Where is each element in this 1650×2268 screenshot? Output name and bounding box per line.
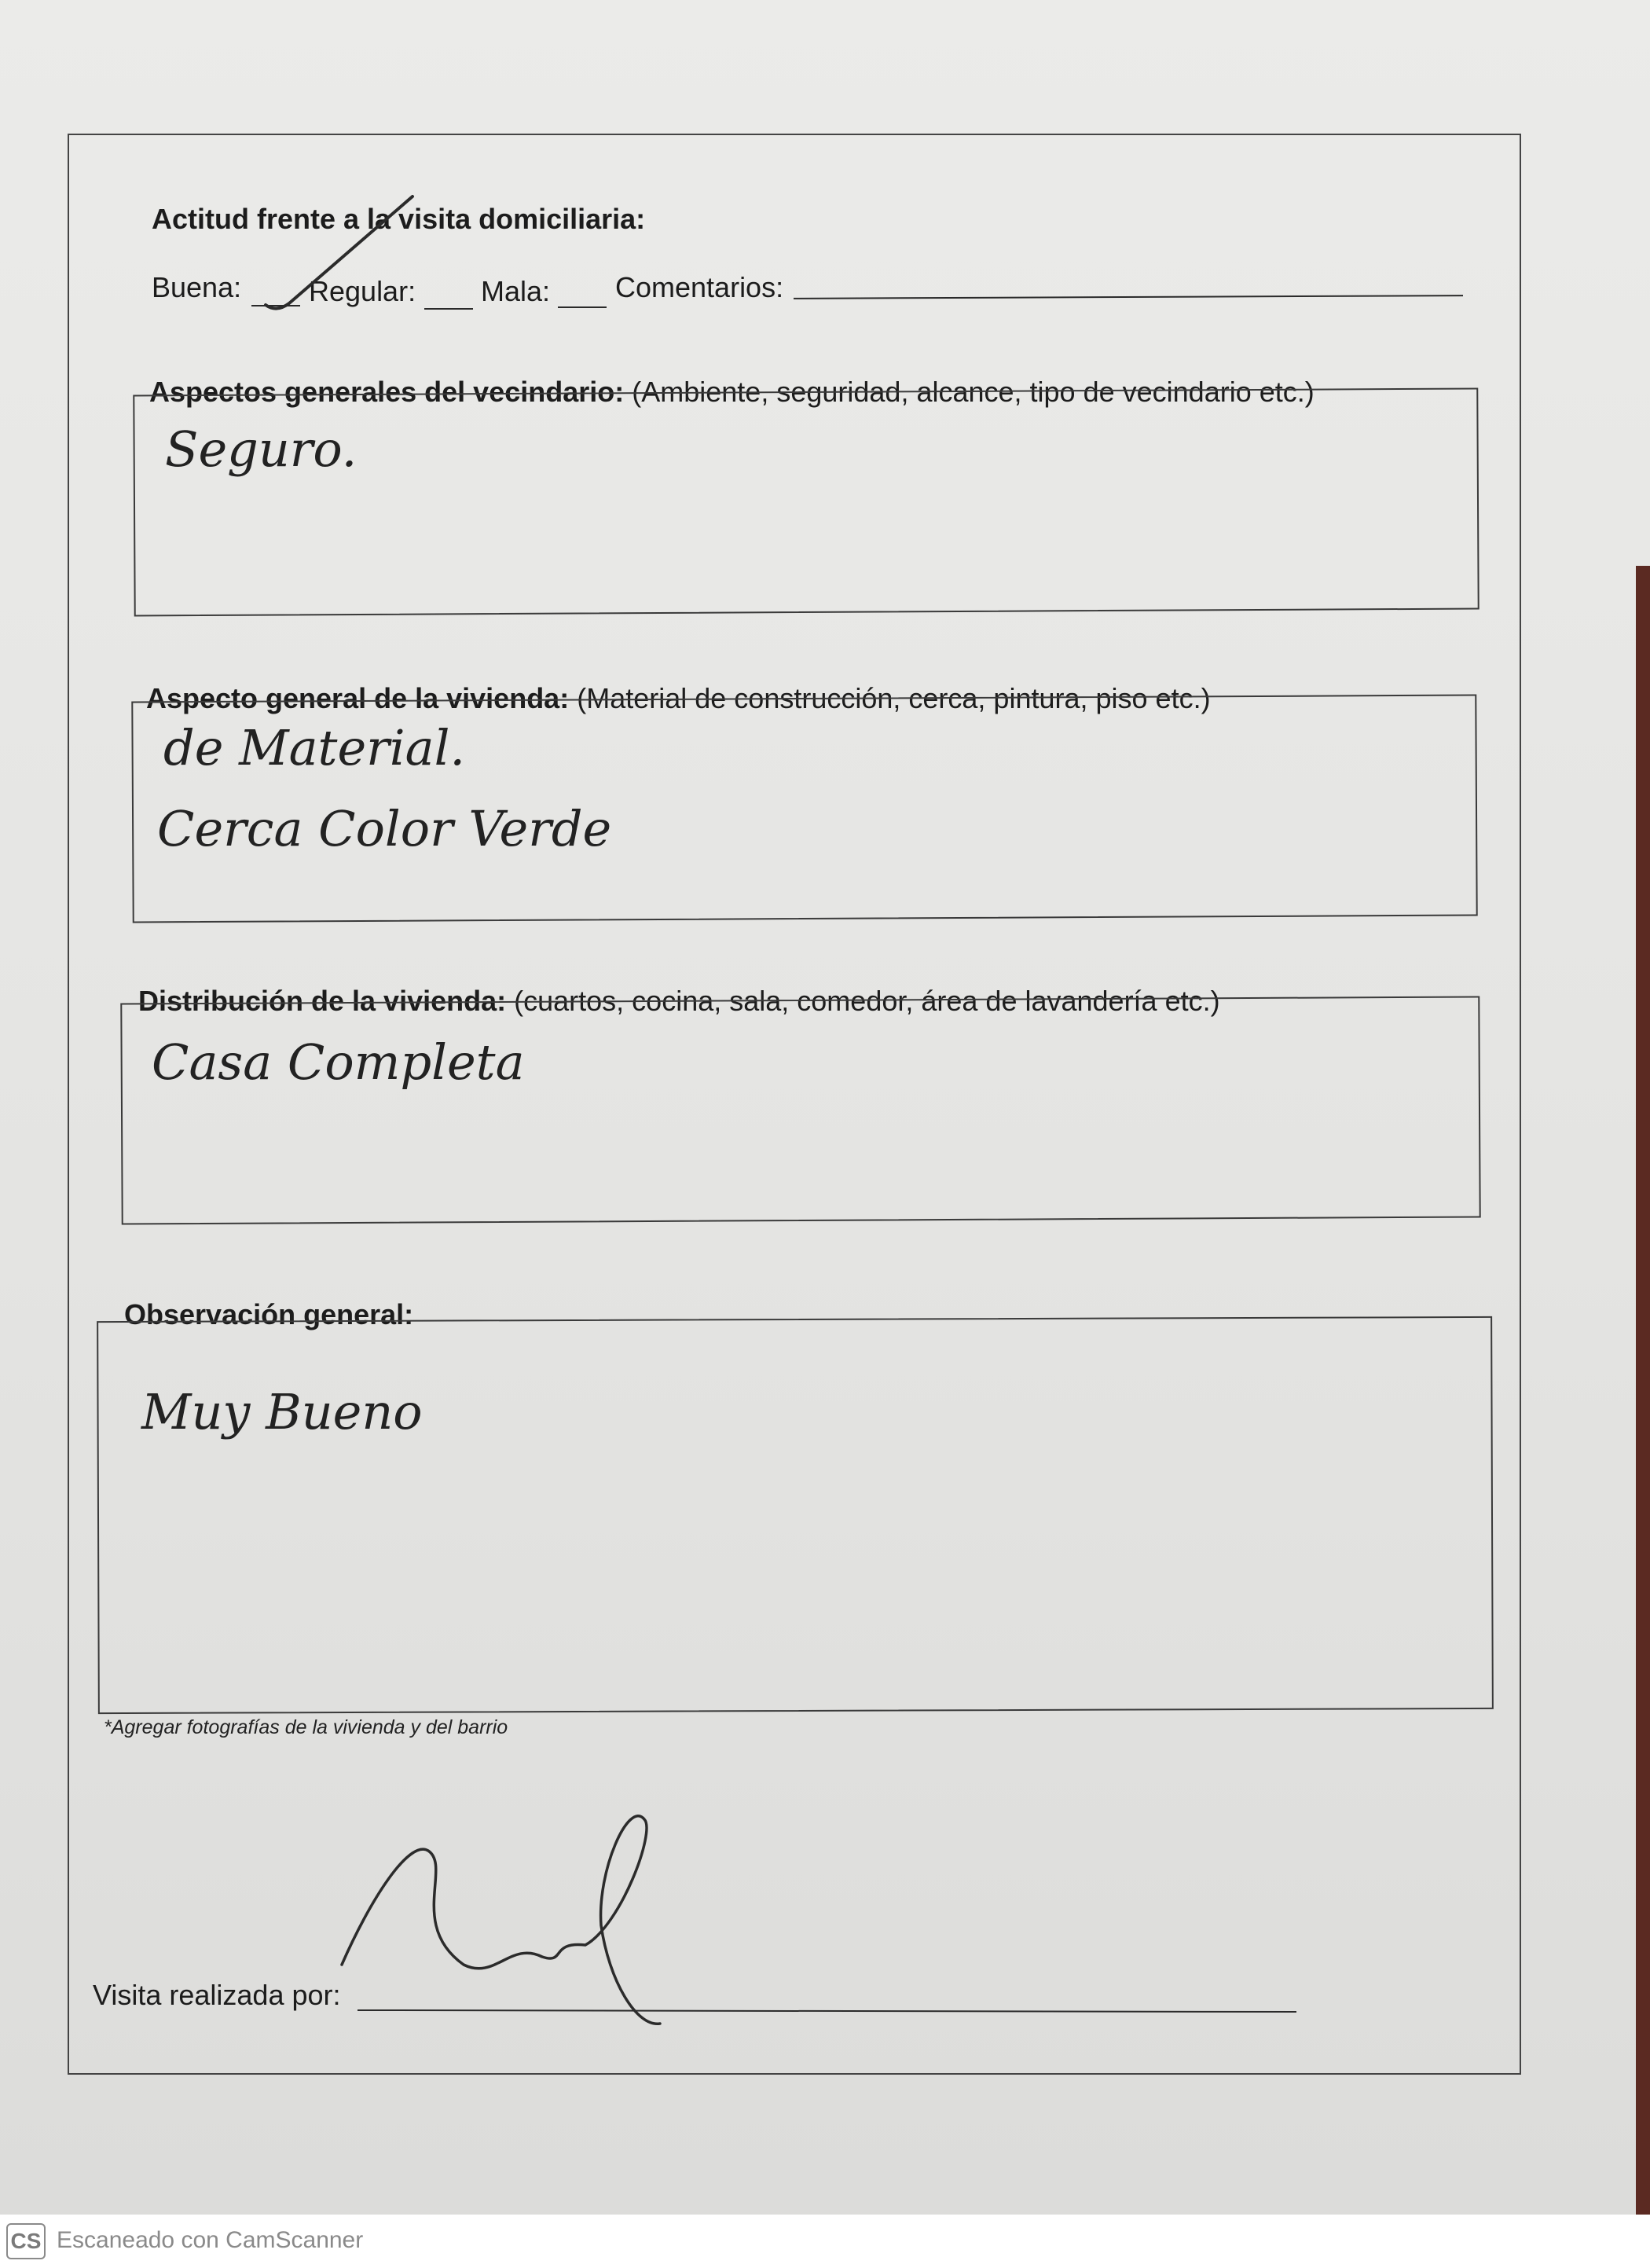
housing-aspect-label: Aspecto general de la vivienda: xyxy=(146,682,570,714)
option-regular-label: Regular: xyxy=(309,275,416,307)
check-mark-icon xyxy=(266,196,412,309)
neighborhood-hint: (Ambiente, seguridad, alcance, tipo de vecindario etc.) xyxy=(632,376,1314,408)
housing-aspect-hint: (Material de construcción, cerca, pintura, piso etc.) xyxy=(577,682,1211,714)
housing-answer-line2: Cerca Color Verde xyxy=(157,800,612,857)
option-mala-label: Mala: xyxy=(481,275,551,307)
neighborhood-label: Aspectos generales del vecindario: xyxy=(149,376,625,408)
signature-icon xyxy=(342,1816,660,2024)
distribution-label: Distribución de la vivienda: xyxy=(138,985,507,1017)
option-buena-label: Buena: xyxy=(152,271,242,303)
photo-note: *Agregar fotografías de la vivienda y del barrio xyxy=(104,1716,508,1738)
comments-label: Comentarios: xyxy=(615,271,784,303)
attitude-title: Actitud frente a la visita domiciliaria: xyxy=(152,203,646,235)
distribution-hint: (cuartos, cocina, sala, comedor, área de lavandería etc.) xyxy=(514,985,1220,1017)
distribution-answer: Casa Completa xyxy=(152,1033,525,1091)
neighborhood-answer: Seguro. xyxy=(165,420,358,478)
observation-label: Observación general: xyxy=(124,1298,414,1330)
observation-answer: Muy Bueno xyxy=(141,1383,423,1440)
footer-text: Escaneado con CamScanner xyxy=(57,2227,364,2253)
camscanner-logo-icon: CS xyxy=(6,2223,46,2259)
signature-label: Visita realizada por: xyxy=(93,1979,341,2011)
housing-answer-line1: de Material. xyxy=(163,719,466,776)
